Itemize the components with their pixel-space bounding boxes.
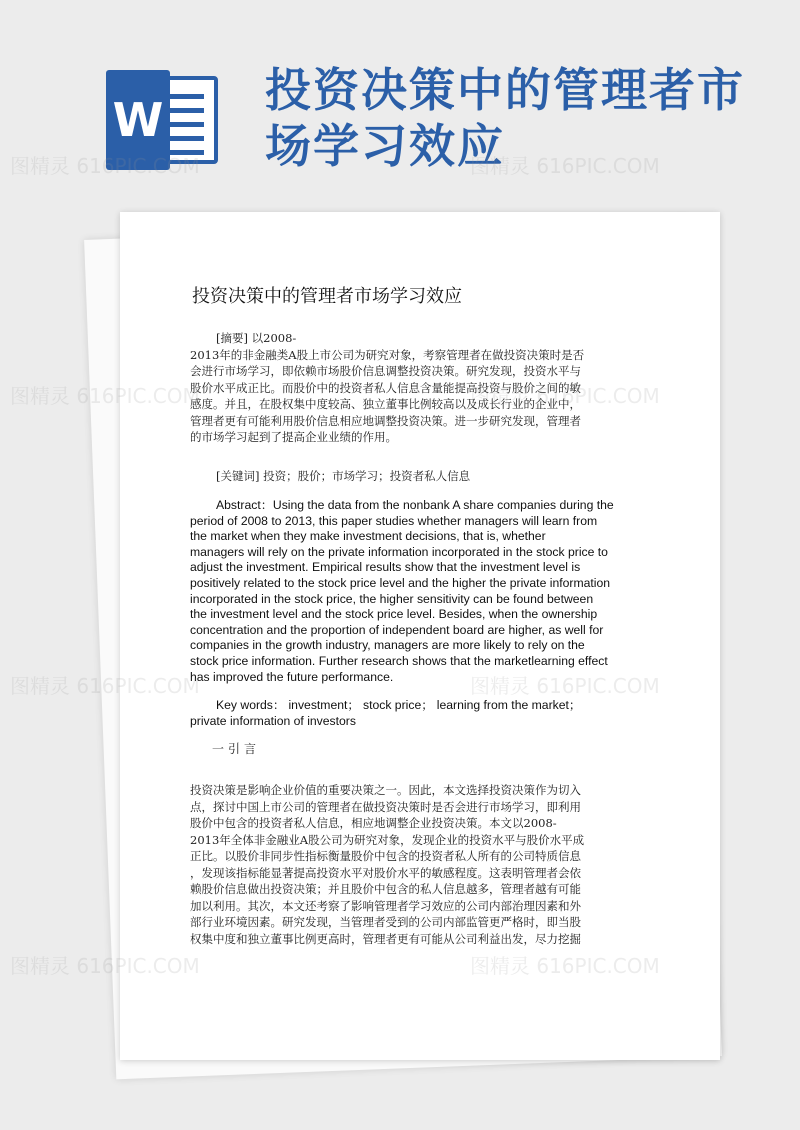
intro-paragraph [190, 782, 636, 947]
document-page [120, 212, 720, 1060]
word-letter-badge: W [106, 70, 170, 170]
abstract-en-line: Abstract：Using the data from the nonbank A share companies during the [216, 498, 614, 512]
watermark: 图精灵 [10, 674, 70, 698]
abstract-en-line: period of 2008 to 2013, this paper studies whether managers will learn from [190, 513, 598, 528]
abstract-en-line: adjust the investment. Empirical results show that the investment level is [190, 560, 581, 575]
watermark: 图精灵 616PIC.COM [10, 954, 200, 978]
intro-line: 权集中度和独立董事比例更高时，管理者更有可能从公司利益出发，尽力挖掘 [190, 931, 581, 946]
watermark: 图精灵 [10, 384, 70, 408]
abstract-cn-line: 2013年的非金融类A股上市公司为研究对象，考察管理者在做投资决策时是否 [190, 347, 585, 362]
keywords-en [190, 698, 636, 729]
intro-line: 股价中包含的投资者私人信息，相应地调整企业投资决策。本文以2008- [190, 816, 557, 830]
abstract-en-line: the market when they make investment decisions, that is, whether [190, 529, 546, 544]
abstract-en-line: stock price information. Further research shows that the marketlearning effect [190, 653, 608, 668]
abstract-cn-line: 会进行市场学习，即依赖市场股价信息调整投资决策。研究发现，投资水平与 [190, 364, 581, 378]
word-icon [106, 70, 226, 170]
intro-line: 投资决策是影响企业价值的重要决策之一。因此，本文选择投资决策作为切入 [190, 783, 581, 797]
watermark: 图精灵 616PIC.COM [10, 154, 200, 178]
keywords-en-line: private information of investors [190, 713, 356, 728]
abstract-en-line: the investment level and the stock price level. Besides, when the ownership [190, 607, 598, 622]
abstract-en-line: positively related to the stock price level and the higher the private information [190, 575, 611, 590]
keywords-cn: [关键词] 投资；股价；市场学习；投资者私人信息 [216, 469, 471, 483]
abstract-cn-line: 股价水平成正比。而股价中的投资者私人信息含量能提高投资与股价之间的敏 [190, 380, 581, 395]
document-title: 投资决策中的管理者市场学习效应 [192, 286, 462, 307]
section-heading: 一引言 [212, 742, 261, 756]
intro-line: 正比。以股价非同步性指标衡量股价中包含的投资者私人所有的公司特质信息 [190, 849, 581, 863]
abstract-en-line: managers will rely on the private information incorporated in the stock price to [190, 544, 608, 559]
watermark: 图精灵 616PIC.COM [470, 154, 660, 178]
abstract-en-line: has improved the future performance. [190, 669, 394, 684]
abstract-en-line: incorporated in the stock price, the higher sensitivity can be found between [190, 591, 594, 606]
abstract-cn-line: 的市场学习起到了提高企业业绩的作用。 [190, 430, 397, 444]
cover-title-line-2: 场学习效应 [265, 119, 505, 173]
intro-line: 赖股价信息做出投资决策；并且股价中包含的私人信息越多，管理者越有可能 [190, 882, 581, 896]
intro-line: 2013年全体非金融业A股公司为研究对象，发现企业的投资水平与股价水平成 [190, 832, 585, 847]
abstract-en-line: companies in the growth industry, managers are more likely to rely on the [190, 638, 585, 653]
abstract-cn-line: 管理者更有可能利用股价信息相应地调整投资决策。进一步研究发现，管理者 [190, 413, 581, 428]
abstract-cn-line: [摘要] 以2008- [216, 331, 297, 345]
keywords-en-line: Key words： investment； stock price； learning from the market； [216, 698, 582, 712]
cover-title-line-1: 投资决策中的管理者市 [265, 63, 745, 117]
intro-line: 点，探讨中国上市公司的管理者在做投资决策时是否会进行市场学习，即利用 [190, 799, 581, 814]
abstract-en-line: concentration and the proportion of independent board are higher, as well for [190, 622, 604, 637]
intro-line: ，发现该指标能显著提高投资水平对股价水平的敏感程度。这表明管理者会依 [190, 865, 581, 880]
intro-line: 部行业环境因素。研究发现，当管理者受到的公司内部监管更严格时，即当股 [190, 915, 581, 929]
intro-line: 加以利用。其次，本文还考察了影响管理者学习效应的公司内部治理因素和外 [190, 898, 581, 913]
abstract-en [190, 498, 636, 685]
abstract-cn [190, 330, 636, 446]
abstract-cn-line: 感度。并且，在股权集中度较高、独立董事比例较高以及成长行业的企业中， [190, 397, 581, 411]
cover-title [265, 62, 765, 174]
